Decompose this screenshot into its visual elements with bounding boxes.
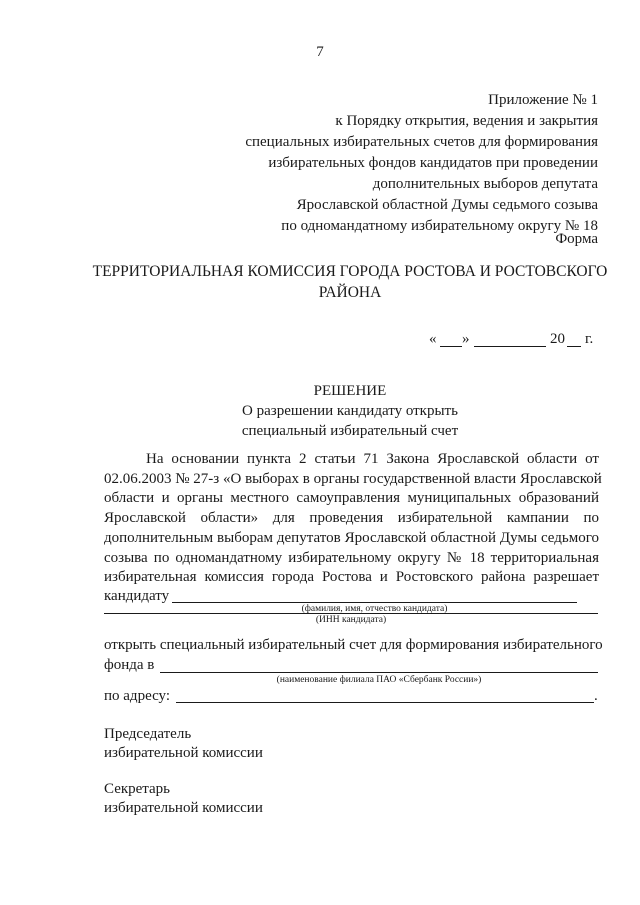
candidate-name-field [172,602,577,603]
address-field [176,702,594,703]
inn-caption: (ИНН кандидата) [315,615,387,625]
date-year-field [567,346,581,347]
date-close-quote: » [462,331,470,347]
form-label: Форма [555,231,598,247]
appendix-line-3: специальных избирательных счетов для формирования [245,134,598,150]
address-end-dot: . [594,688,598,704]
body-line-1: На основании пункта 2 статьи 71 Закона Ярославской области от [146,451,599,467]
body-line-3: области и органы местного самоуправления муниципальных образований [104,490,599,506]
appendix-line-2: к Порядку открытия, ведения и закрытия [335,113,598,129]
decision-subtitle-2: специальный избирательный счет [241,423,459,439]
page-number: 7 [316,44,324,60]
date-month-field [474,346,546,347]
candidate-label: кандидату [104,588,170,604]
secretary-title-2: избирательной комиссии [104,800,263,816]
bank-branch-caption: (наименование филиала ПАО «Сбербанк России») [276,675,482,685]
body-line-2: 02.06.2003 № 27-з «О выборах в органы государственной власти Ярославской [104,471,602,487]
decision-title: РЕШЕНИЕ [313,383,387,399]
appendix-line-1: Приложение № 1 [488,92,598,108]
appendix-line-4: избирательных фондов кандидатов при проведении [268,155,598,171]
inn-field [104,613,598,614]
bank-branch-field [160,672,598,673]
appendix-line-7: по одномандатному избирательному округу № 18 [281,218,598,234]
body-line-7: избирательная комиссия города Ростова и Ростовского района разрешает [104,569,599,585]
body-line-6: созыва по одномандатному избирательному округу № 18 территориальная [104,550,599,566]
appendix-line-6: Ярославской областной Думы седьмого созыва [296,197,598,213]
date-day-field [440,346,462,347]
date-year-prefix: 20 [550,331,565,347]
fund-label: фонда в [104,657,155,673]
open-account-line: открыть специальный избирательный счет для формирования избирательного [104,637,603,653]
appendix-line-5: дополнительных выборов депутата [372,176,598,192]
date-year-suffix: г. [585,331,594,347]
commission-name-line-1: ТЕРРИТОРИАЛЬНАЯ КОМИССИЯ ГОРОДА РОСТОВА И РОСТОВСКОГО [92,263,608,280]
body-line-4: Ярославской области» для проведения избирательной кампании по [104,510,599,526]
date-open-quote: « [429,331,437,347]
decision-subtitle-1: О разрешении кандидату открыть [242,403,458,419]
body-line-5: дополнительным выборам депутатов Ярославской областной Думы седьмого [104,530,599,546]
chairman-title-1: Председатель [104,726,192,742]
candidate-caption: (фамилия, имя, отчество кандидата) [301,604,448,614]
address-label: по адресу: [104,688,171,704]
commission-name-line-2: РАЙОНА [318,284,382,301]
chairman-title-2: избирательной комиссии [104,745,263,761]
secretary-title-1: Секретарь [104,781,171,797]
